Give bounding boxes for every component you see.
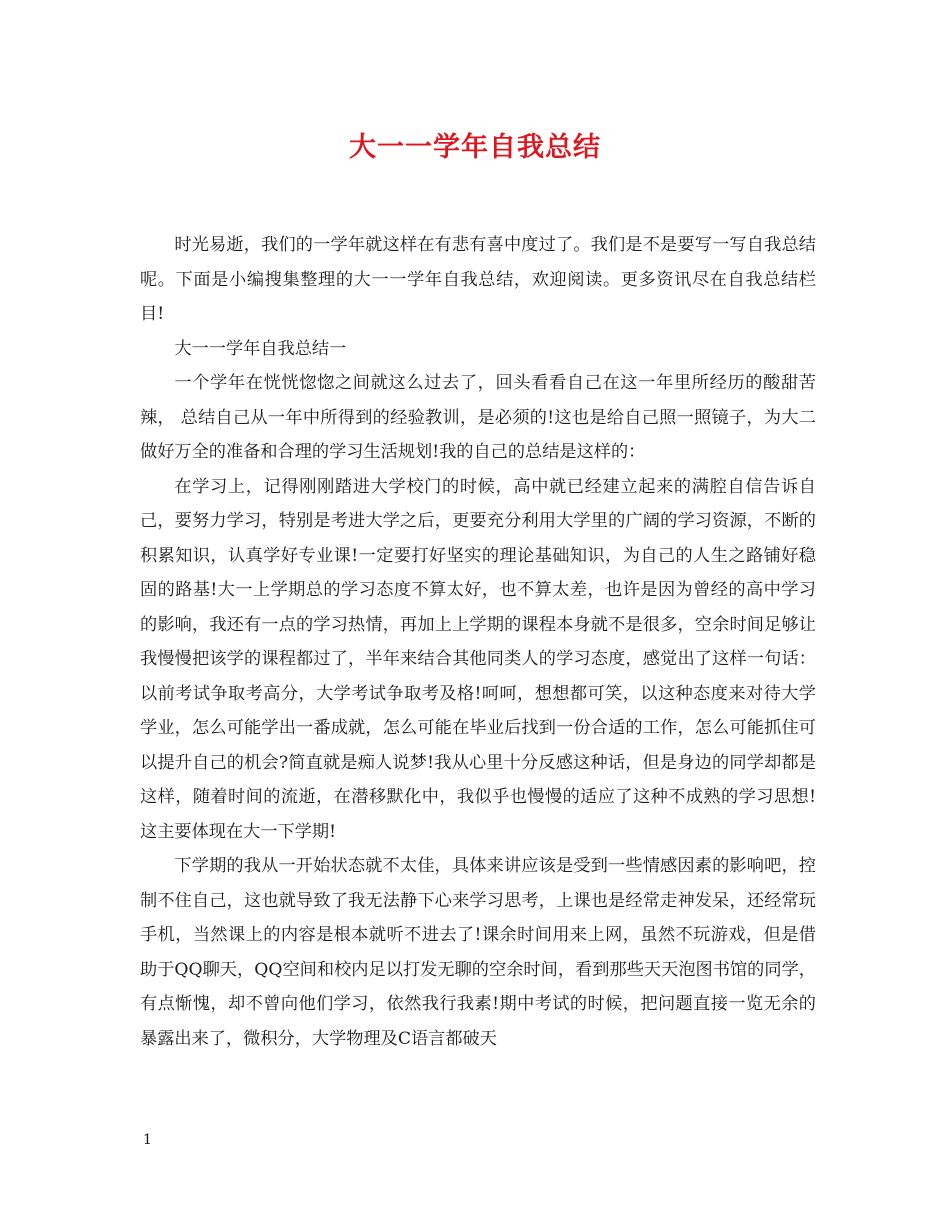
paragraph-study: 在学习上，记得刚刚踏进大学校门的时候，高中就已经建立起来的满腔自信告诉自己，要努力学习，特别是考进大学之后，更要充分利用大学里的广阔的学习资源，不断的积累知识，认真学好专业课!一定要打好坚实的理论基础知识，为自己的人生之路铺好稳固的路基!大一上学期总的学习态度不算太好，也不算太差，也许是因为曾经的高中学习的影响，我还有一点的学习热情，再加上上学期的课程本身就不是很多，空余时间足够让我慢慢把该学的课程都过了，半年来结合其他同类人的学习态度，感觉出了这样一句话：以前考试争取考高分，大学考试争取考及格!呵呵，想想都可笑，以这种态度来对待大学学业，怎么可能学出一番成就，怎么可能在毕业后找到一份合适的工作，怎么可能抓住可以提升自己的机会?简直就是痴人说梦!我从心里十分反感这种话，但是身边的同学却都是这样，随着时间的流逝，在潜移默化中，我似乎也慢慢的适应了这种不成熟的学习思想!这主要体现在大一下学期!	[140, 476, 816, 842]
document-body	[140, 228, 816, 1056]
paragraph-intro: 时光易逝，我们的一学年就这样在有悲有喜中度过了。我们是不是要写一写自我总结呢。下面是小编搜集整理的大一一学年自我总结，欢迎阅读。更多资讯尽在自我总结栏目!	[140, 235, 816, 324]
paragraph-second-semester: 下学期的我从一开始状态就不太佳，具体来讲应该是受到一些情感因素的影响吧，控制不住自己，这也就导致了我无法静下心来学习思考，上课也是经常走神发呆，还经常玩手机，当然课上的内容是根本就听不进去了!课余时间用来上网，虽然不玩游戏，但是借助于QQ聊天，QQ空间和校内足以打发无聊的空余时间，看到那些天天泡图书馆的同学，有点惭愧，却不曾向他们学习，依然我行我素!期中考试的时候，把问题直接一览无余的暴露出来了，微积分，大学物理及C语言都破天	[140, 856, 816, 1049]
paragraph-opening: 一个学年在恍恍惚惚之间就这么过去了，回头看看自己在这一年里所经历的酸甜苦辣， 总结自己从一年中所得到的经验教训，是必须的!这也是给自己照一照镜子，为大二做好万全的准备和合理的学习生活规划!我的自己的总结是这样的：	[140, 373, 816, 462]
document-title: 大一一学年自我总结	[349, 132, 601, 163]
page-number: 1	[143, 1132, 152, 1148]
paragraph-section-heading: 大一一学年自我总结一	[174, 338, 347, 359]
